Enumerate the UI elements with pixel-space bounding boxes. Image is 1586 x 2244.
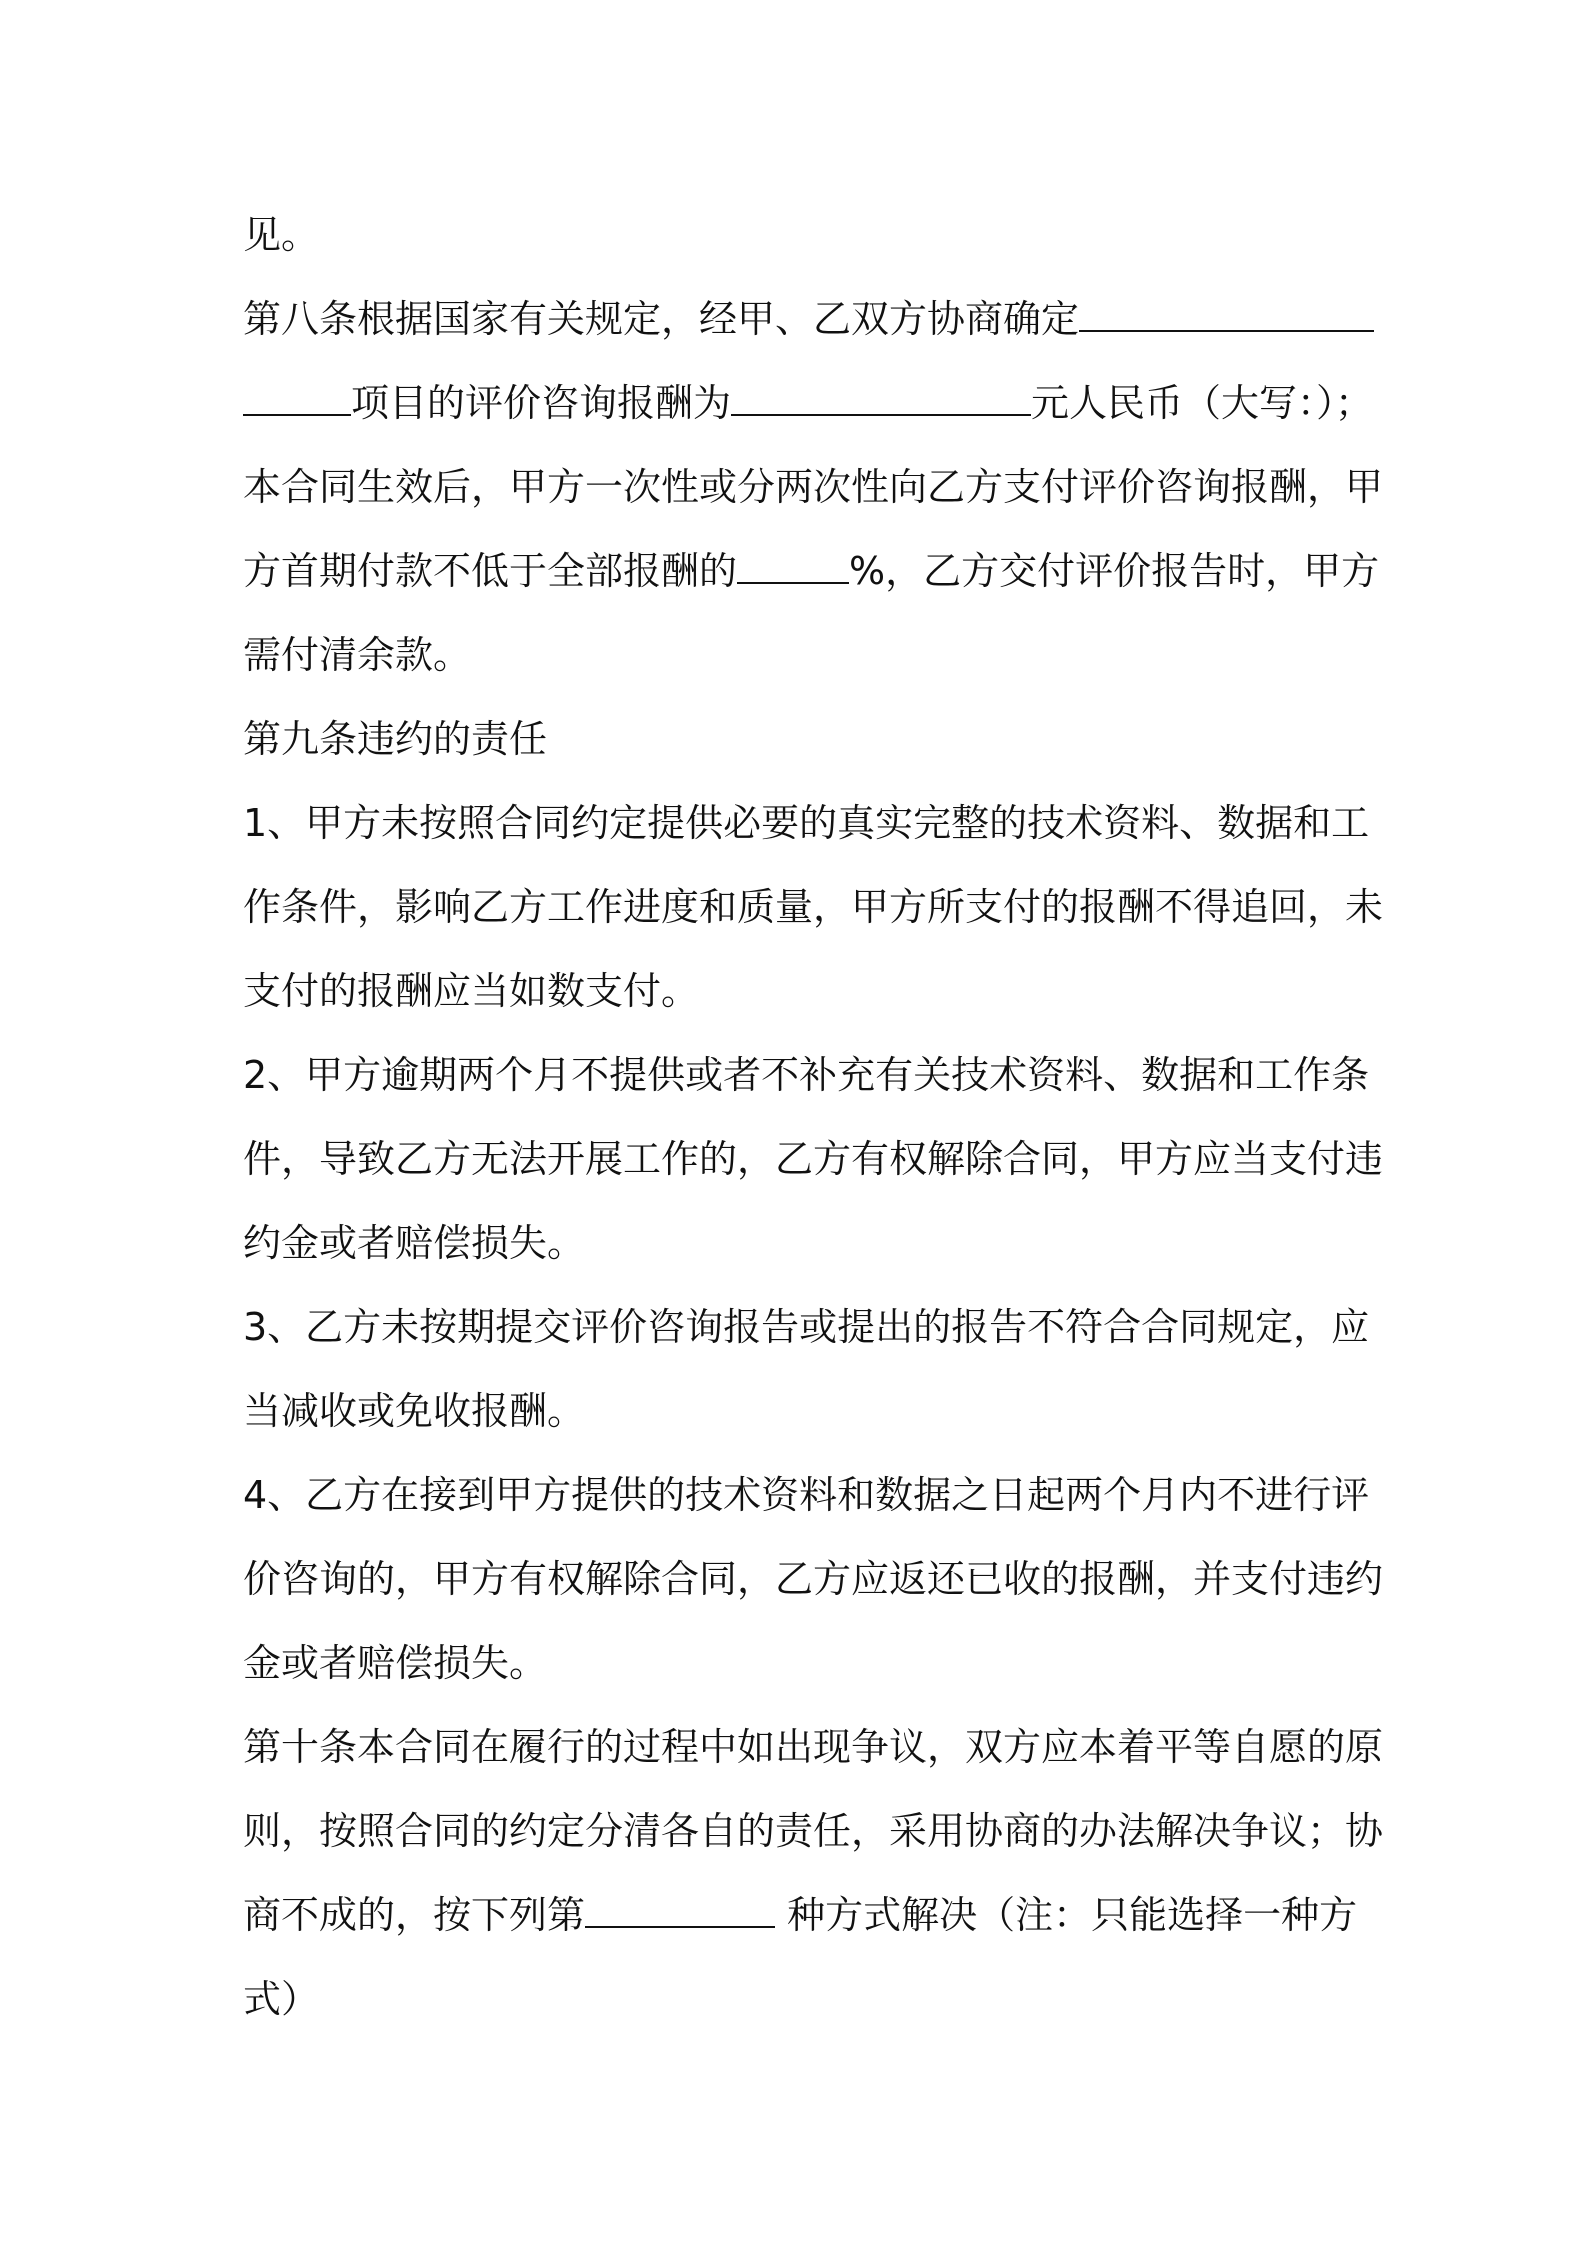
text-line <box>243 949 1355 1033</box>
text-segment: 3、乙方未按期提交评价咨询报告或提出的报告不符合合同规定，应 <box>243 1305 1370 1349</box>
text-line <box>243 613 1355 697</box>
text-segment: 价咨询的，甲方有权解除合同，乙方应返还已收的报酬，并支付违约 <box>243 1557 1384 1601</box>
text-line <box>243 1285 1370 1369</box>
text-segment: 则，按照合同的约定分清各自的责任，采用协商的办法解决争议；协 <box>243 1809 1384 1853</box>
text-segment: 第九条违约的责任 <box>243 717 548 761</box>
text-segment: 项目的评价咨询报酬为 <box>351 381 732 425</box>
text-line <box>243 865 1384 949</box>
fill-in-blank[interactable] <box>243 374 351 416</box>
contract-text-body <box>243 193 1384 2041</box>
text-segment: 种方式解决（注：只能选择一种方 <box>775 1893 1358 1937</box>
text-segment: %，乙方交付评价报告时，甲方 <box>849 549 1380 593</box>
text-line <box>243 1705 1384 1789</box>
text-segment: 件，导致乙方无法开展工作的，乙方有权解除合同，甲方应当支付违 <box>243 1137 1384 1181</box>
fill-in-blank[interactable] <box>731 374 1031 416</box>
text-line <box>243 1453 1370 1537</box>
text-line <box>243 697 1355 781</box>
text-line <box>243 193 1355 277</box>
text-line <box>243 445 1384 529</box>
text-line <box>243 1873 1358 1957</box>
text-segment: 作条件，影响乙方工作进度和质量，甲方所支付的报酬不得追回，未 <box>243 885 1384 929</box>
text-line <box>243 277 1355 361</box>
text-segment: 方首期付款不低于全部报酬的 <box>243 549 738 593</box>
text-segment: 第十条本合同在履行的过程中如出现争议，双方应本着平等自愿的原 <box>243 1725 1384 1769</box>
text-line <box>243 1789 1384 1873</box>
text-segment: 4、乙方在接到甲方提供的技术资料和数据之日起两个月内不进行评 <box>243 1473 1370 1517</box>
text-line <box>243 1957 1355 2041</box>
text-line <box>243 1033 1370 1117</box>
text-segment: 见。 <box>243 213 320 257</box>
text-segment: 约金或者赔偿损失。 <box>243 1221 586 1265</box>
text-segment: 金或者赔偿损失。 <box>243 1641 548 1685</box>
text-segment: 需付清余款。 <box>243 633 472 677</box>
text-segment: 支付的报酬应当如数支付。 <box>243 969 700 1013</box>
text-segment: 元人民币（大写：）； <box>1031 381 1374 425</box>
text-segment: 第八条根据国家有关规定，经甲、乙双方协商确定 <box>243 297 1080 341</box>
text-segment: 本合同生效后，甲方一次性或分两次性向乙方支付评价咨询报酬，甲 <box>243 465 1384 509</box>
text-line <box>243 1201 1355 1285</box>
text-line <box>243 361 1374 445</box>
text-line <box>243 1369 1355 1453</box>
text-line <box>243 1621 1355 1705</box>
fill-in-blank[interactable] <box>585 1886 775 1928</box>
fill-in-blank[interactable] <box>737 542 849 584</box>
text-segment: 2、甲方逾期两个月不提供或者不补充有关技术资料、数据和工作条 <box>243 1053 1370 1097</box>
fill-in-blank[interactable] <box>1079 290 1374 332</box>
text-segment: 商不成的，按下列第 <box>243 1893 586 1937</box>
text-line <box>243 1117 1384 1201</box>
text-line <box>243 1537 1384 1621</box>
text-segment: 当减收或免收报酬。 <box>243 1389 586 1433</box>
text-line <box>243 529 1380 613</box>
text-segment: 1、甲方未按照合同约定提供必要的真实完整的技术资料、数据和工 <box>243 801 1370 845</box>
text-line <box>243 781 1370 865</box>
text-segment: 式） <box>243 1977 320 2021</box>
